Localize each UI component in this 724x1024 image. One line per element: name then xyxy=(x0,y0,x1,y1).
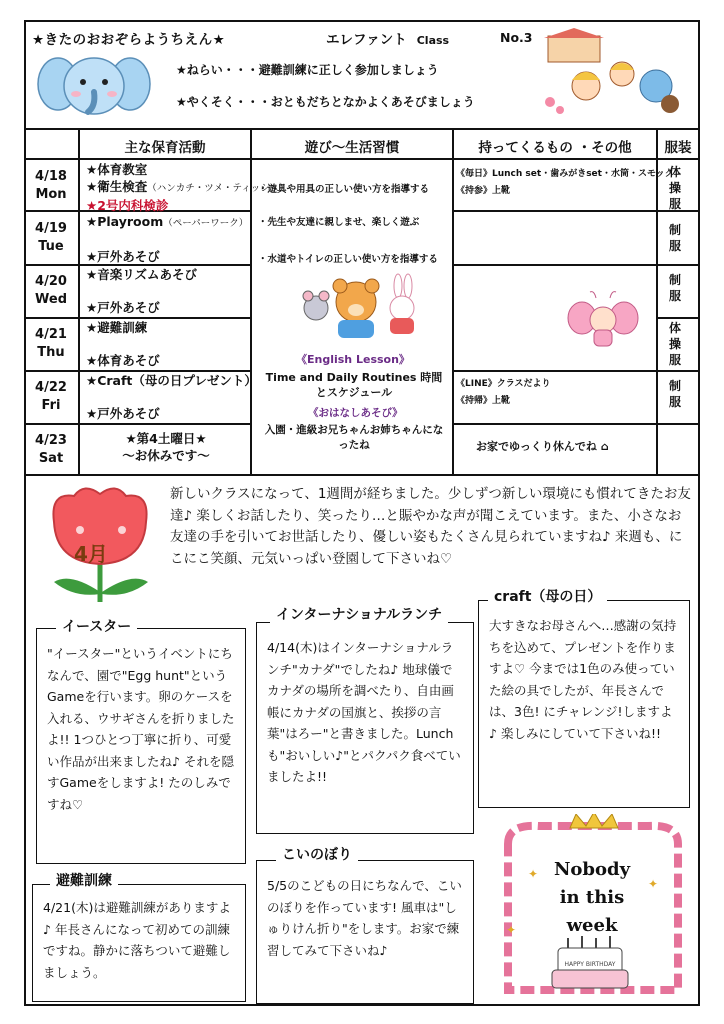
play-item: ・遊具や用具の正しい使い方を指導する xyxy=(258,184,430,195)
svg-text:✦: ✦ xyxy=(648,877,659,891)
elephant-illustration xyxy=(36,48,152,120)
school-name: ★きたのおおぞらようちえん★ xyxy=(32,32,226,48)
english-lesson-title: 《English Lesson》 xyxy=(296,353,410,366)
koinobori-box xyxy=(256,860,474,1004)
row-divider xyxy=(452,264,700,266)
story-play-title: 《おはなしあそび》 xyxy=(308,407,403,419)
english-lesson-body: Time and Daily Routines 時間とスケジュール xyxy=(265,371,443,399)
evac-box xyxy=(32,884,246,1002)
nobody-message: Nobody in this week xyxy=(553,859,631,936)
bring-item: 《LINE》クラスだより xyxy=(456,379,551,389)
craft-body: 大すきなお母さんへ…感謝の気持ちを込めて、プレゼントを作りますよ♡ 今までは1色のみ使っていた絵の具でしたが、年長さんでは、3色! にチャレンジ!しますよ♪ 楽しみにしていて下さいね!! xyxy=(489,618,677,741)
evac-title: 避難訓練 xyxy=(50,870,118,890)
day-cell: 4/23 Sat xyxy=(35,433,67,466)
play-item: ・水道やトイレの正しい使い方を指導する xyxy=(258,254,438,265)
cake-text: HAPPY BIRTHDAY xyxy=(564,961,616,968)
day-cell: 4/21 Thu xyxy=(35,327,67,360)
play-item: ・先生や友達に親しませ、楽しく遊ぶ xyxy=(258,217,420,228)
row-divider xyxy=(452,210,700,212)
svg-text:✦: ✦ xyxy=(528,867,539,881)
bring-item: 《持参》上靴 xyxy=(456,186,511,196)
promise-text: ★やくそく・・・おともだちとなかよくあそびましょう xyxy=(176,95,475,109)
lunch-title: インターナショナルランチ xyxy=(270,604,448,624)
activity-cell: ★Craft（母の日プレゼント） ★戸外あそび xyxy=(86,373,257,421)
dress-cell: 制 服 xyxy=(668,273,681,303)
day-cell: 4/22 Fri xyxy=(35,380,67,413)
animals-illustration xyxy=(296,272,420,344)
month-label: 4月 xyxy=(74,542,108,566)
col-header-dress: 服装 xyxy=(664,140,692,156)
dress-cell: 体 操 服 xyxy=(668,165,681,211)
activity-cell: ★体育教室 ★衛生検査（ハンカチ・ツメ・ティッシュ） ★2号内科検診 xyxy=(86,162,289,213)
row-divider xyxy=(452,370,700,372)
col-header-play: 遊び～生活習慣 xyxy=(304,140,400,156)
koinobori-body: 5/5のこどもの日にちなんで、こいのぼりを作っています! 風車は"しゅりけん折り"をします。お家で練習してみて下さいね♪ xyxy=(267,878,462,958)
easter-box xyxy=(36,628,246,864)
col-header-bring: 持ってくるもの ・その他 xyxy=(478,140,632,156)
issue-number: No.3 xyxy=(500,30,533,45)
dress-cell: 体 操 服 xyxy=(668,321,681,367)
svg-text:✦: ✦ xyxy=(506,923,517,937)
craft-box xyxy=(478,600,690,808)
saturday-note: お家でゆっくり休んでね ⌂ xyxy=(476,440,609,453)
aim-text: ★ねらい・・・避難訓練に正しく参加しましょう xyxy=(176,63,439,77)
easter-body: "イースター"というイベントにちなんで、園で"Egg hunt"というGameを行います。卵のケースを入れる、ウサギさんを折りましたよ!! 1つひとつ丁寧に折り、可愛い作品が出来ましたね♪ それを隠すGameをしますよ! たのしみですね♡ xyxy=(47,646,235,812)
craft-title: craft（母の日） xyxy=(488,586,607,606)
row-divider xyxy=(452,423,700,425)
lunch-body: 4/14(木)はインターナショナルランチ"カナダ"でしたね♪ 地球儀でカナダの場所を調べたり、自由画帳にカナダの国旗と、挨拶の言葉"はろー"と書きました。Lunchも"おいしい♪"とパクパク食べていましたよ!! xyxy=(267,640,461,784)
koinobori-title: こいのぼり xyxy=(276,844,358,864)
row-divider xyxy=(656,317,700,319)
table-bottom xyxy=(24,474,700,476)
header-divider xyxy=(24,128,700,130)
intro-message: 新しいクラスになって、1週間が経ちました。少しずつ新しい環境にも慣れてきたお友達♪ 楽しくお話したり、笑ったり…と賑やかな声が聞こえています。また、小さなお友達の手を引いてお世話したり、優しい姿もたくさん見られていますね♪ 来週も、にこにこ笑顔、元気いっぱい登園して下さいね♡ xyxy=(170,486,691,567)
butterfly-illustration xyxy=(566,290,640,352)
house-icon: ⌂ xyxy=(596,440,609,453)
col-header-activities: 主な保育活動 xyxy=(124,140,206,156)
day-cell: 4/18 Mon xyxy=(35,169,67,202)
day-cell: 4/19 Tue xyxy=(35,221,67,254)
bring-item: 《毎日》Lunch set・歯みがきset・水筒・スモック xyxy=(456,169,674,179)
activity-cell: ★避難訓練 ★体育あそび xyxy=(86,320,160,368)
easter-title: イースター xyxy=(56,616,137,636)
activity-cell: ★Playroom（ペーパーワーク） ★戸外あそび xyxy=(86,214,249,264)
story-play-body: 入園・進級お兄ちゃんお姉ちゃんになったね xyxy=(264,424,444,451)
saturday-cell: ★第4土曜日★ ～お休みです～ xyxy=(122,431,210,463)
evac-body: 4/21(木)は避難訓練がありますよ♪ 年長さんになって初めての訓練ですね。静かに落ちついて避難しましょう。 xyxy=(43,900,231,980)
table-header-divider xyxy=(24,158,700,160)
row-divider xyxy=(24,423,252,425)
class-name: エレファント Class xyxy=(326,32,450,48)
day-cell: 4/20 Wed xyxy=(35,274,67,307)
activity-cell: ★音楽リズムあそび ★戸外あそび xyxy=(86,267,197,315)
children-illustration xyxy=(538,28,688,118)
bring-item: 《持帰》上靴 xyxy=(456,396,511,406)
lunch-box xyxy=(256,622,474,834)
dress-cell: 制 服 xyxy=(668,379,681,409)
dress-cell: 制 服 xyxy=(668,223,681,253)
